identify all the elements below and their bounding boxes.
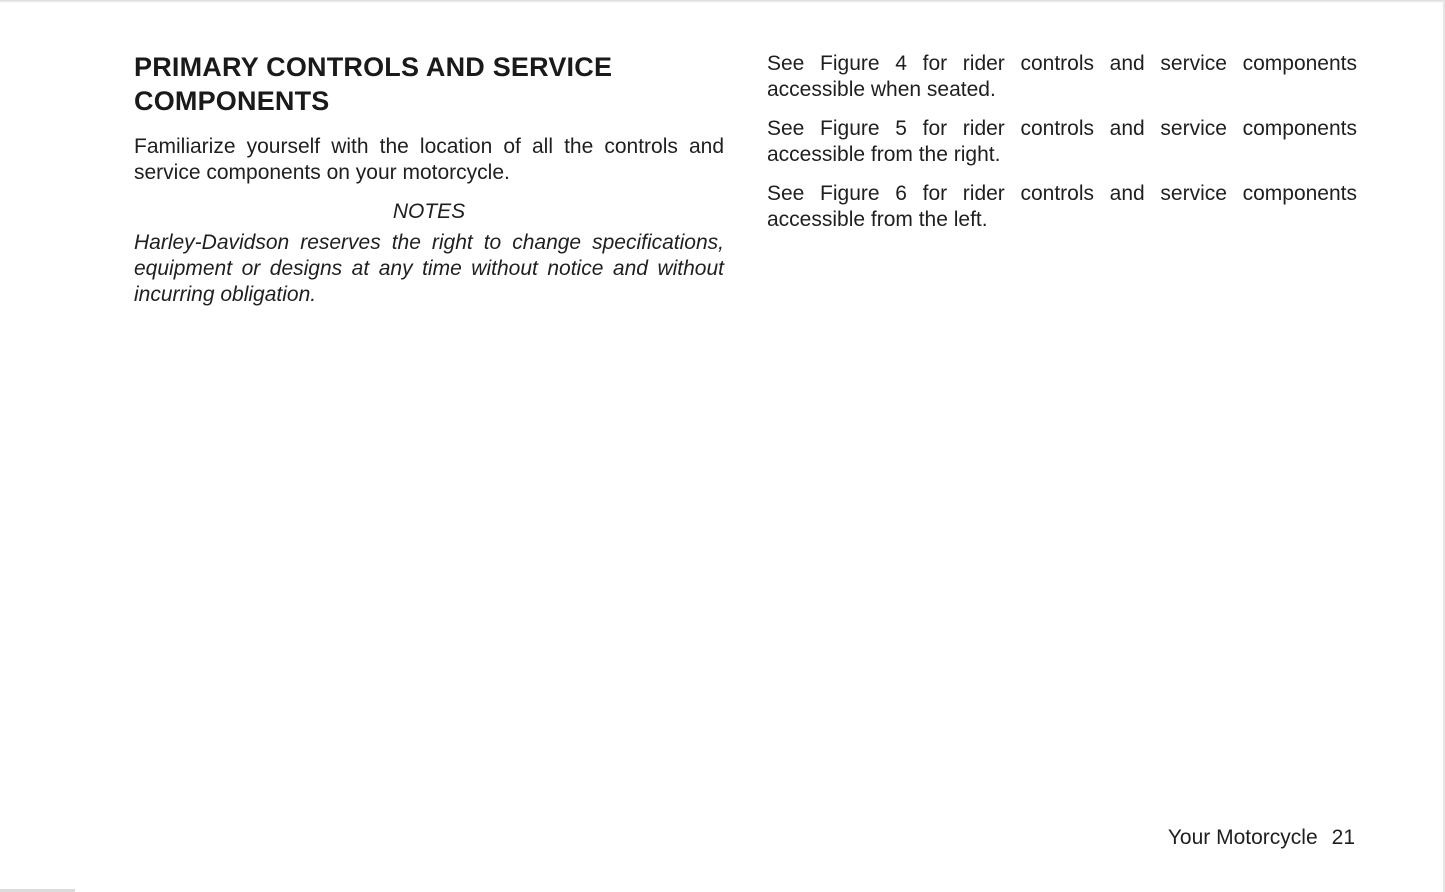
heading-line-1: PRIMARY CONTROLS AND SERVICE bbox=[134, 52, 613, 82]
notes-title: NOTES bbox=[392, 200, 466, 223]
figure-6-paragraph: See Figure 6 for rider controls and service components accessible from the left. bbox=[767, 182, 1357, 231]
figure-4-paragraph: See Figure 4 for rider controls and service components accessible when seated. bbox=[767, 52, 1357, 101]
notes-paragraph: Harley-Davidson reserves the right to change specifications, equipment or designs at any time without notice and without incurring obligation. bbox=[134, 231, 724, 306]
heading-line-2: COMPONENTS bbox=[134, 86, 330, 116]
page-number: 21 bbox=[1331, 826, 1355, 849]
page-footer bbox=[1168, 825, 1355, 851]
left-column bbox=[134, 50, 724, 321]
figure-5-paragraph: See Figure 5 for rider controls and service components accessible from the right. bbox=[767, 117, 1357, 166]
right-column bbox=[767, 50, 1357, 246]
intro-paragraph: Familiarize yourself with the location of all the controls and service components on your motorcycle. bbox=[134, 135, 724, 184]
footer-section-title: Your Motorcycle bbox=[1167, 826, 1318, 849]
scan-edge-top bbox=[0, 0, 1445, 3]
section-heading bbox=[134, 50, 724, 118]
